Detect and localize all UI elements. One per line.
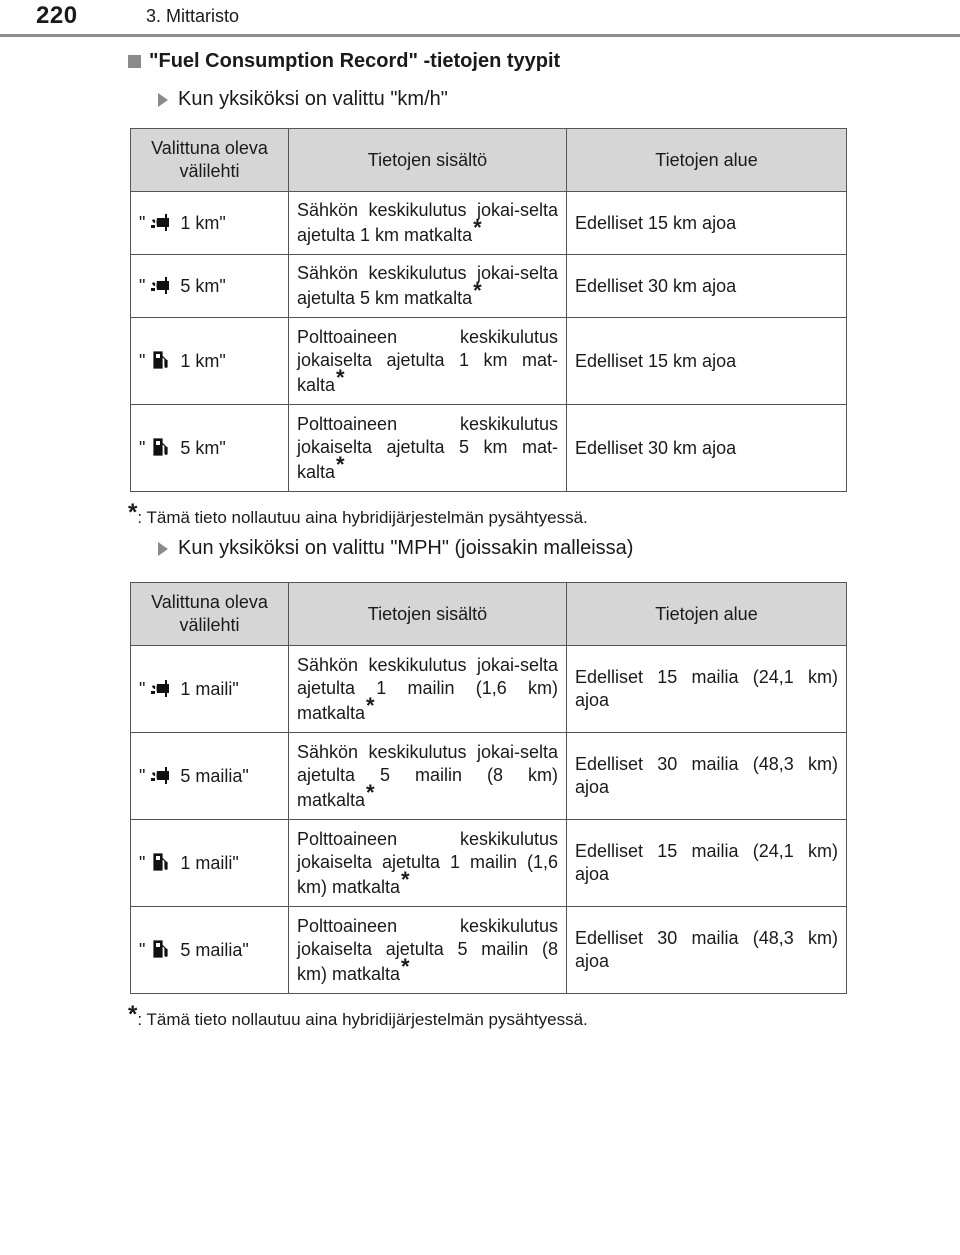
content-text: Polttoaineen keskikulutus jokaiselta ajetulta 5 km mat-kalta <box>297 413 558 482</box>
tab-label: 1 km" <box>175 212 226 233</box>
content-text: Sähkön keskikulutus jokai-selta ajetulta 5 km matkalta <box>297 263 558 308</box>
table-row <box>131 646 847 733</box>
content-cell <box>289 646 567 733</box>
tab-cell: " 5 mailia" <box>131 907 289 994</box>
subheading-kmh <box>158 88 448 111</box>
triangle-bullet-icon <box>158 93 168 107</box>
footnote-text: : Tämä tieto nollautuu aina hybridijärjestelmän pysähtyessä. <box>137 508 588 527</box>
subheading-mph <box>158 537 633 560</box>
range-cell: Edelliset 30 km ajoa <box>567 405 847 492</box>
section-title <box>128 50 560 73</box>
footnote-star: * <box>336 364 345 390</box>
content-cell <box>289 192 567 255</box>
content-text: Sähkön keskikulutus jokai-selta ajetulta 5 mailin (8 km) matkalta <box>297 741 558 810</box>
footnote-star: * <box>401 953 410 979</box>
tab-cell: " 1 maili" <box>131 646 289 733</box>
range-cell: Edelliset 15 km ajoa <box>567 318 847 405</box>
content-cell <box>289 405 567 492</box>
tab-cell: " 1 km" <box>131 318 289 405</box>
tab-label: 5 mailia" <box>175 765 249 786</box>
column-header-content: Tietojen sisältö <box>289 129 567 192</box>
header-divider <box>0 34 960 37</box>
content-text: Polttoaineen keskikulutus jokaiselta ajetulta 1 km mat-kalta <box>297 326 558 395</box>
column-header-tab: Valittuna oleva välilehti <box>131 583 289 646</box>
electric-plug-icon <box>149 212 171 232</box>
footnote-star: * <box>401 866 410 892</box>
range-cell: Edelliset 30 mailia (48,3 km) ajoa <box>567 733 847 820</box>
column-header-tab: Valittuna oleva välilehti <box>131 129 289 192</box>
content-text: Sähkön keskikulutus jokai-selta ajetulta 1 km matkalta <box>297 200 558 245</box>
column-header-content: Tietojen sisältö <box>289 583 567 646</box>
footnote-marker: * <box>128 1001 138 1028</box>
footnote-kmh <box>128 499 588 530</box>
square-bullet-icon <box>128 55 141 68</box>
tab-cell: " 1 km" <box>131 192 289 255</box>
tab-label: 1 maili" <box>175 678 239 699</box>
table-header-row <box>131 583 847 646</box>
triangle-bullet-icon <box>158 542 168 556</box>
table-row <box>131 733 847 820</box>
footnote-star: * <box>366 779 375 805</box>
column-header-range: Tietojen alue <box>567 129 847 192</box>
footnote-star: * <box>473 215 482 240</box>
content-cell <box>289 907 567 994</box>
tab-cell: " 5 mailia" <box>131 733 289 820</box>
tab-label: 1 maili" <box>175 852 239 873</box>
footnote-marker: * <box>128 499 138 526</box>
table-row <box>131 192 847 255</box>
footnote-star: * <box>473 278 482 303</box>
subheading-mph-text: Kun yksiköksi on valittu "MPH" (joissakin malleissa) <box>178 537 634 559</box>
column-header-range: Tietojen alue <box>567 583 847 646</box>
fuel-pump-icon <box>149 939 171 959</box>
content-cell <box>289 318 567 405</box>
table-row <box>131 405 847 492</box>
table-row <box>131 255 847 318</box>
footnote-mph <box>128 1001 588 1032</box>
chapter-title: 3. Mittaristo <box>146 6 240 26</box>
table-header-row <box>131 129 847 192</box>
mph-table <box>130 582 847 994</box>
footnote-star: * <box>366 692 375 718</box>
content-cell <box>289 255 567 318</box>
table-row <box>131 318 847 405</box>
fuel-pump-icon <box>149 350 171 370</box>
tab-label: 1 km" <box>175 350 226 371</box>
range-cell: Edelliset 15 mailia (24,1 km) ajoa <box>567 646 847 733</box>
electric-plug-icon <box>149 678 171 698</box>
content-text: Polttoaineen keskikulutus jokaiselta ajetulta 5 mailin (8 km) matkalta <box>297 915 558 984</box>
tab-cell: " 5 km" <box>131 255 289 318</box>
kmh-table <box>130 128 847 492</box>
range-cell: Edelliset 15 km ajoa <box>567 192 847 255</box>
fuel-pump-icon <box>149 852 171 872</box>
tab-cell: " 1 maili" <box>131 820 289 907</box>
tab-label: 5 km" <box>175 275 226 296</box>
electric-plug-icon <box>149 275 171 295</box>
footnote-star: * <box>336 451 345 477</box>
table-row <box>131 820 847 907</box>
tab-cell: " 5 km" <box>131 405 289 492</box>
page-number: 220 <box>36 2 78 29</box>
footnote-text: : Tämä tieto nollautuu aina hybridijärjestelmän pysähtyessä. <box>137 1010 588 1029</box>
tab-label: 5 mailia" <box>175 939 249 960</box>
subheading-kmh-text: Kun yksiköksi on valittu "km/h" <box>178 88 448 110</box>
fuel-pump-icon <box>149 437 171 457</box>
section-title-text: "Fuel Consumption Record" -tietojen tyypit <box>149 50 561 72</box>
content-cell <box>289 820 567 907</box>
content-cell <box>289 733 567 820</box>
content-text: Sähkön keskikulutus jokai-selta ajetulta 1 mailin (1,6 km) matkalta <box>297 654 558 723</box>
content-text: Polttoaineen keskikulutus jokaiselta ajetulta 1 mailin (1,6 km) matkalta <box>297 828 558 897</box>
tab-label: 5 km" <box>175 437 226 458</box>
range-cell: Edelliset 30 km ajoa <box>567 255 847 318</box>
range-cell: Edelliset 30 mailia (48,3 km) ajoa <box>567 907 847 994</box>
table-row <box>131 907 847 994</box>
range-cell: Edelliset 15 mailia (24,1 km) ajoa <box>567 820 847 907</box>
electric-plug-icon <box>149 765 171 785</box>
